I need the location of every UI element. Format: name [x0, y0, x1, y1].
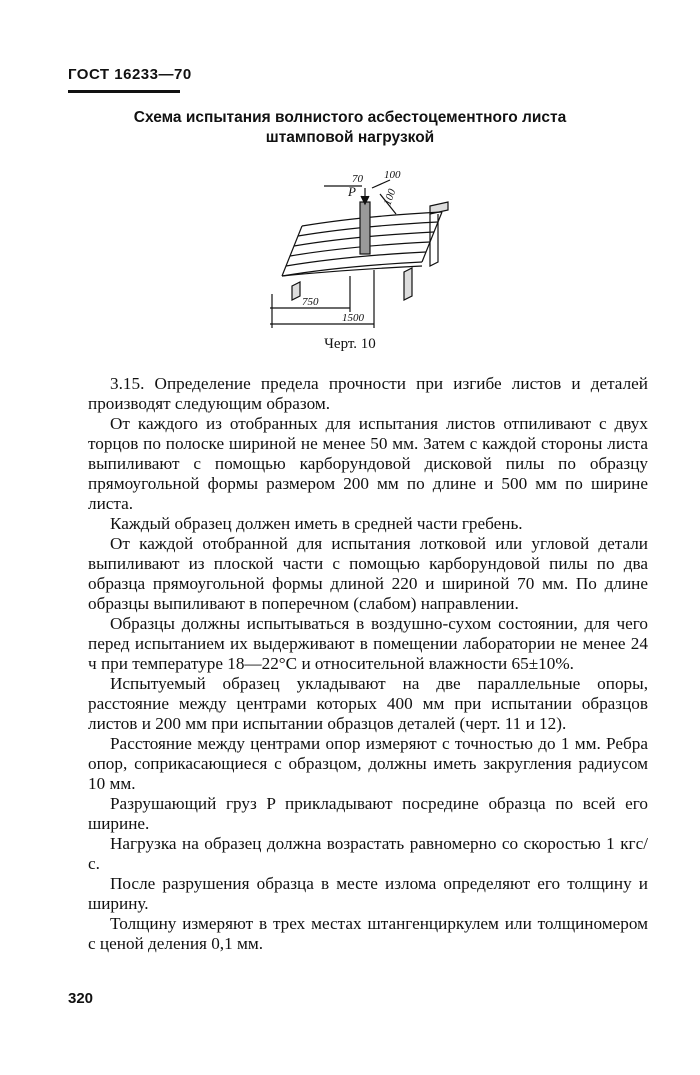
- paragraph: Каждый образец должен иметь в средней части гребень.: [110, 514, 523, 533]
- paragraph: Разрушающий груз P прикладывают посредине образца по всей его ширине.: [88, 794, 648, 833]
- sheet-edge-right: [422, 212, 442, 262]
- dim-label-70: 70: [352, 173, 363, 185]
- paragraph: Расстояние между центрами опор измеряют с точностью до 1 мм. Ребра опор, соприкасающиеся с образцом, должны иметь закругления радиусом 10 мм.: [88, 734, 648, 793]
- figure-title-line-2: штамповой нагрузкой: [265, 129, 435, 146]
- stamp-block: [360, 202, 370, 254]
- body-text: [88, 374, 648, 954]
- paragraph: После разрушения образца в месте излома определяют его толщину и ширину.: [88, 874, 648, 913]
- figure-caption: Черт. 10: [324, 336, 376, 352]
- sheet-wave-1: [302, 212, 442, 226]
- figure-title: [0, 108, 700, 148]
- figure-title-line-1: Схема испытания волнистого асбестоцементного листа: [133, 109, 567, 126]
- dim-label-750: 750: [302, 296, 319, 308]
- sheet-wave-5: [286, 252, 426, 266]
- front-support: [292, 282, 300, 300]
- paragraph: Толщину измеряют в трех местах штангенциркулем или толщиномером с ценой деления 0,1 мм.: [88, 914, 648, 953]
- document-code: ГОСТ 16233—70: [68, 66, 192, 83]
- dim-label-1500: 1500: [342, 312, 364, 324]
- header-underline: [68, 90, 180, 93]
- front-support-right: [404, 268, 412, 300]
- paragraph: От каждой отобранной для испытания лотковой или угловой детали выпиливают из плоской части с помощью карборундовой пилы по два образца прямоугольной формы длиной 220 и шириной 70 мм. По длине образцы выпиливают в поперечном (слабом) направлении.: [88, 534, 648, 613]
- paragraph: Нагрузка на образец должна возрастать равномерно со скоростью 1 кгс/с.: [88, 834, 648, 873]
- dim-label-100-side: 100: [381, 187, 399, 208]
- dim-label-100-top: 100: [384, 169, 401, 181]
- paragraph: От каждого из отобранных для испытания листов отпиливают с двух торцов по полоске шириной не менее 50 мм. Затем с каждой стороны листа выпиливают с помощью карборундовой дисковой пилы по образцу прямоугольной формы размером 200 мм по длине и 500 мм по ширине листа.: [88, 414, 648, 513]
- paragraph: Испытуемый образец укладывают на две параллельные опоры, расстояние между центрами которых 400 мм при испытании образцов листов и 200 мм при испытании образцов деталей (черт. 11 и 12).: [88, 674, 648, 733]
- load-label: P: [348, 184, 356, 199]
- dim-line-100: [372, 180, 390, 188]
- page-number: 320: [68, 990, 94, 1007]
- paragraph: 3.15. Определение предела прочности при изгибе листов и деталей производят следующим образом.: [88, 374, 648, 413]
- sheet-edge-left: [282, 226, 302, 276]
- paragraph: Образцы должны испытываться в воздушно-сухом состоянии, для чего перед испытанием их выдерживают в помещении лаборатории не менее 24 ч при температуре 18—22°С и относительной влажности 65±10%.: [88, 614, 648, 673]
- test-scheme-drawing: [262, 166, 462, 331]
